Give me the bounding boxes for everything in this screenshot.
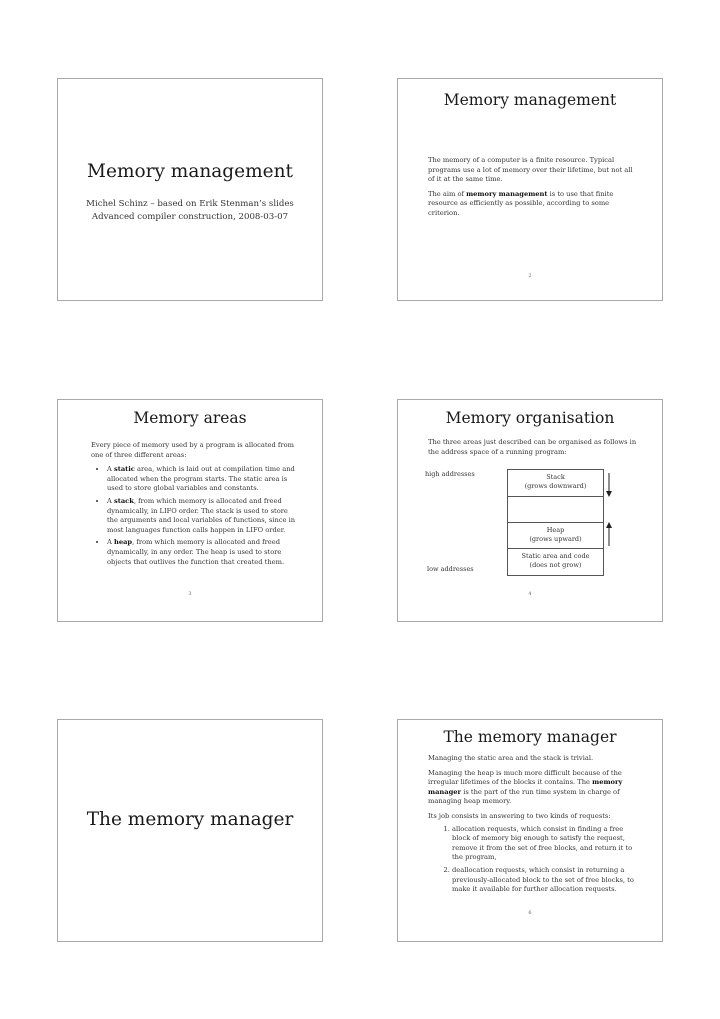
- bold-term: memory manager: [428, 778, 623, 796]
- high-addresses-label: high addresses: [425, 470, 475, 478]
- text: A: [107, 538, 114, 547]
- list-item: [107, 538, 298, 567]
- slide-4: [397, 399, 663, 622]
- bold-term: stack: [113, 496, 134, 505]
- slide-title: Memory organisation: [445, 409, 615, 427]
- slide-5: [57, 719, 323, 942]
- text: is the part of the run time system in charge of managing heap memory.: [428, 787, 620, 806]
- paragraph: [428, 190, 638, 219]
- slide-3: [57, 399, 323, 622]
- paragraph: Managing the static area and the stack is trivial.: [428, 754, 594, 762]
- static-region: [507, 549, 604, 575]
- static-note: (does not grow): [529, 561, 582, 569]
- stack-region: [507, 469, 604, 496]
- slide-body: [428, 754, 638, 898]
- bold-term: heap: [113, 538, 133, 547]
- slide-title: Memory management: [443, 91, 617, 109]
- list-item: [107, 465, 298, 494]
- list-item: 2. deallocation requests, which consist in returning a previously-allocated block to the set of free blocks, to make it available for further allocation requests.: [452, 866, 638, 895]
- divider: [507, 496, 604, 497]
- paragraph: Its job consists in answering to two kinds of requests:: [428, 811, 611, 820]
- bold-term: memory management: [466, 189, 548, 198]
- bold-term: static: [113, 465, 135, 474]
- slide-body: [428, 438, 638, 462]
- list-item: 1. allocation requests, which consist in finding a free block of memory big enough to satisfy the request, remove it from the set of free blocks, and return it to the program,: [452, 825, 638, 863]
- text: area, which is laid out at compilation time and allocated when the program starts. The static area is used to store global variables and constants.: [107, 465, 295, 493]
- area-list: [91, 465, 298, 567]
- paragraph: [428, 769, 638, 807]
- text: The aim of: [428, 189, 467, 198]
- paragraph: Every piece of memory used by a program is allocated from one of three different areas:: [91, 441, 294, 459]
- course-line: Advanced compiler construction, 2008-03-07: [91, 212, 289, 222]
- heap-note: (grows upward): [529, 535, 582, 543]
- low-addresses-label: low addresses: [427, 565, 474, 573]
- heap-label: Heap: [546, 526, 565, 534]
- author-line: Michel Schinz – based on Erik Stenman’s slides: [86, 199, 294, 209]
- arrow-down-icon: [603, 472, 615, 498]
- slide-2: [397, 78, 663, 301]
- text: , from which memory is allocated and freed dynamically, in any order. The heap is used to store objects that outlives the function that created them.: [107, 538, 285, 566]
- stack-note: (grows downward): [524, 482, 587, 490]
- heap-region: [507, 523, 604, 548]
- page-number: 3: [188, 591, 192, 597]
- text: , from which memory is allocated and freed dynamically, in LIFO order. The stack is used to store the arguments and local variables of functions, since in most languages function calls happen in LIFO order.: [107, 496, 296, 534]
- slide-body: [428, 156, 638, 224]
- static-label: Static area and code: [521, 552, 590, 560]
- text: A: [107, 465, 114, 474]
- list-item: [107, 497, 298, 535]
- page-number: 6: [528, 910, 532, 916]
- page-number: 4: [528, 591, 532, 597]
- slide-title: Memory management: [87, 161, 293, 182]
- request-list: [428, 825, 638, 895]
- arrow-up-icon: [603, 521, 615, 547]
- page-number: 2: [528, 273, 532, 279]
- slide-body: [91, 441, 298, 570]
- slide-6: [397, 719, 663, 942]
- slide-title: The memory manager: [443, 728, 617, 746]
- paragraph: The memory of a computer is a finite resource. Typical programs use a lot of memory over their lifetime, but not all of it at the same time.: [428, 156, 633, 184]
- text: A: [107, 496, 114, 505]
- slide-title: Memory areas: [133, 409, 247, 427]
- slide-title: The memory manager: [86, 809, 294, 830]
- text: Managing the heap is much more difficult because of the irregular lifetimes of the blocks it contains. The: [428, 768, 622, 787]
- paragraph: The three areas just described can be organised as follows in the address space of a running program:: [428, 438, 637, 456]
- slide-1: [57, 78, 323, 301]
- stack-label: Stack: [546, 473, 565, 481]
- text: is to use that finite resource as efficiently as possible, according to some criterion.: [428, 189, 614, 217]
